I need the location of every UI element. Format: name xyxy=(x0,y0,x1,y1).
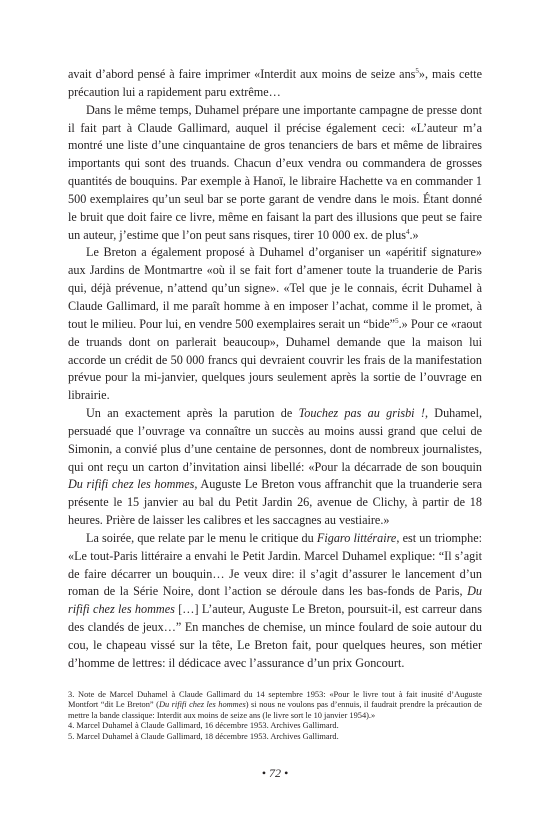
paragraph xyxy=(68,405,482,530)
text-run: […] L’auteur, Auguste Le Breton, poursuit-il, est carreur dans des clandés de jeux…” En manches de chemise, un mince foulard de soie autour du cou, le chapeau vissé sur la tête, Le Breton fait, pour quelques heures, son métier d’homme de lettres: il dédicace avec l’assurance d’un prix Goncourt. xyxy=(68,602,483,670)
italic-text: Du rififi chez les hommes xyxy=(68,584,482,617)
italic-text: Du rififi chez les hommes xyxy=(158,700,246,710)
paragraph xyxy=(68,530,482,673)
italic-text: Du rififi chez les hommes xyxy=(68,477,195,492)
text-run: », mais cette précaution lui a rapidement paru extrême… xyxy=(68,67,482,99)
footnote xyxy=(68,690,482,722)
footnote-ref: 5 xyxy=(415,66,419,75)
paragraph xyxy=(68,244,482,405)
text-run: Un an exactement après la parution de xyxy=(86,406,299,421)
paragraph xyxy=(68,102,482,245)
text-run: .» xyxy=(409,227,419,242)
text-run: 5. Marcel Duhamel à Claude Gallimard, 18 décembre 1953. Archives Gallimard. xyxy=(68,732,339,742)
text-run: La soirée, que relate par le menu le critique du xyxy=(86,530,317,545)
footnote xyxy=(68,721,482,732)
italic-text: Touchez pas au grisbi ! xyxy=(298,406,425,421)
footnote xyxy=(68,732,482,743)
text-run: .» Pour ce «raout de truands dont on parlerait beaucoup», Duhamel demande que la maison lui accorde un crédit de 50 000 francs qui devraient couvrir les frais de la manifestation prévue pour la mi-janvier, quelques jours seulement après la sortie de l’ouvrage en librairie. xyxy=(68,316,482,403)
text-run: 4. Marcel Duhamel à Claude Gallimard, 16 décembre 1953. Archives Gallimard. xyxy=(68,721,339,731)
text-run: Dans le même temps, Duhamel prépare une importante campagne de presse dont il fait part à Claude Gallimard, auquel il précise également ceci: «L’auteur m’a montré une liste d’une cinquantaine de gros tenanciers de bars et même de libraires importants qui sont des truands. Chacun d’eux vendra ou commandera de grosses quantités de bouquins. Par exemple à Hanoï, le libraire Hachette va en commander 1 500 exemplaires qu’un seul bar se porte garant de vendre dans le mois. Étant donné le bruit que doit faire ce livre, même en faisant la part des illusions que peut se faire un auteur, j’estime que l’on peut sans risques, tirer 10 000 ex. de plus xyxy=(68,102,482,242)
text-run: 3. Note de Marcel Duhamel à Claude Gallimard du 14 septembre 1953: «Pour le livre tout à fait inusité d’Auguste Montfort “dit Le Breton” ( xyxy=(68,689,482,710)
footnote-ref: 4 xyxy=(405,227,410,236)
footnotes xyxy=(68,690,482,743)
paragraph xyxy=(68,66,482,102)
page-number: • 72 • xyxy=(261,766,289,780)
text-run: , Auguste Le Breton vous affranchit que la truanderie sera présente le 15 janvier au bal du Petit Jardin 26, avenue de Clichy, à partir de 18 heures. Prière de laisser les calibres et les saccagnes au vestiaire.» xyxy=(68,477,482,528)
text-run: , est un triomphe: «Le tout-Paris littéraire a envahi le Petit Jardin. Marcel Duhamel explique: “Il s’agit de faire décarrer un bouquin… Je veux dire: il s’agit d’assurer le lancement d’un roman de la Série Noire, dont l’action se déroule dans les bas-fonds de Paris, xyxy=(68,530,483,599)
text-run: avait d’abord pensé à faire imprimer «Interdit aux moins de seize ans xyxy=(68,67,416,81)
text-run: , Duhamel, persuadé que l’ouvrage va connaître un succès au moins aussi grand que celui de Simonin, a convié plus d’une centaine de personnes, dont de nombreux journalistes, qui ont reçu un carton d’invitation ainsi libellé: «Pour la décarrade de son bouquin xyxy=(68,406,483,474)
book-page xyxy=(68,66,482,743)
text-run: ) si nous ne voulons pas d’ennuis, il faudrait prendre la précaution de mettre la bande classique: Interdit aux moins de seize ans (le livre sort le 10 janvier 1954).» xyxy=(68,700,482,720)
text-run: Le Breton a également proposé à Duhamel d’organiser un «apéritif signature» aux Jardins de Montmartre «où il se fait fort d’amener toute la truanderie de Paris qui, déjà prévenue, n’attend qu’un signe». «Tel que je le connais, écrit Duhamel à Claude Gallimard, il me paraît homme à en imposer l’achat, comme il le promet, à tout le milieu. Pour lui, en vendre 500 exemplaires serait un “bide” xyxy=(68,245,482,331)
italic-text: Figaro littéraire xyxy=(316,530,397,545)
body-text xyxy=(68,66,482,673)
footnote-ref: 5 xyxy=(395,316,399,325)
